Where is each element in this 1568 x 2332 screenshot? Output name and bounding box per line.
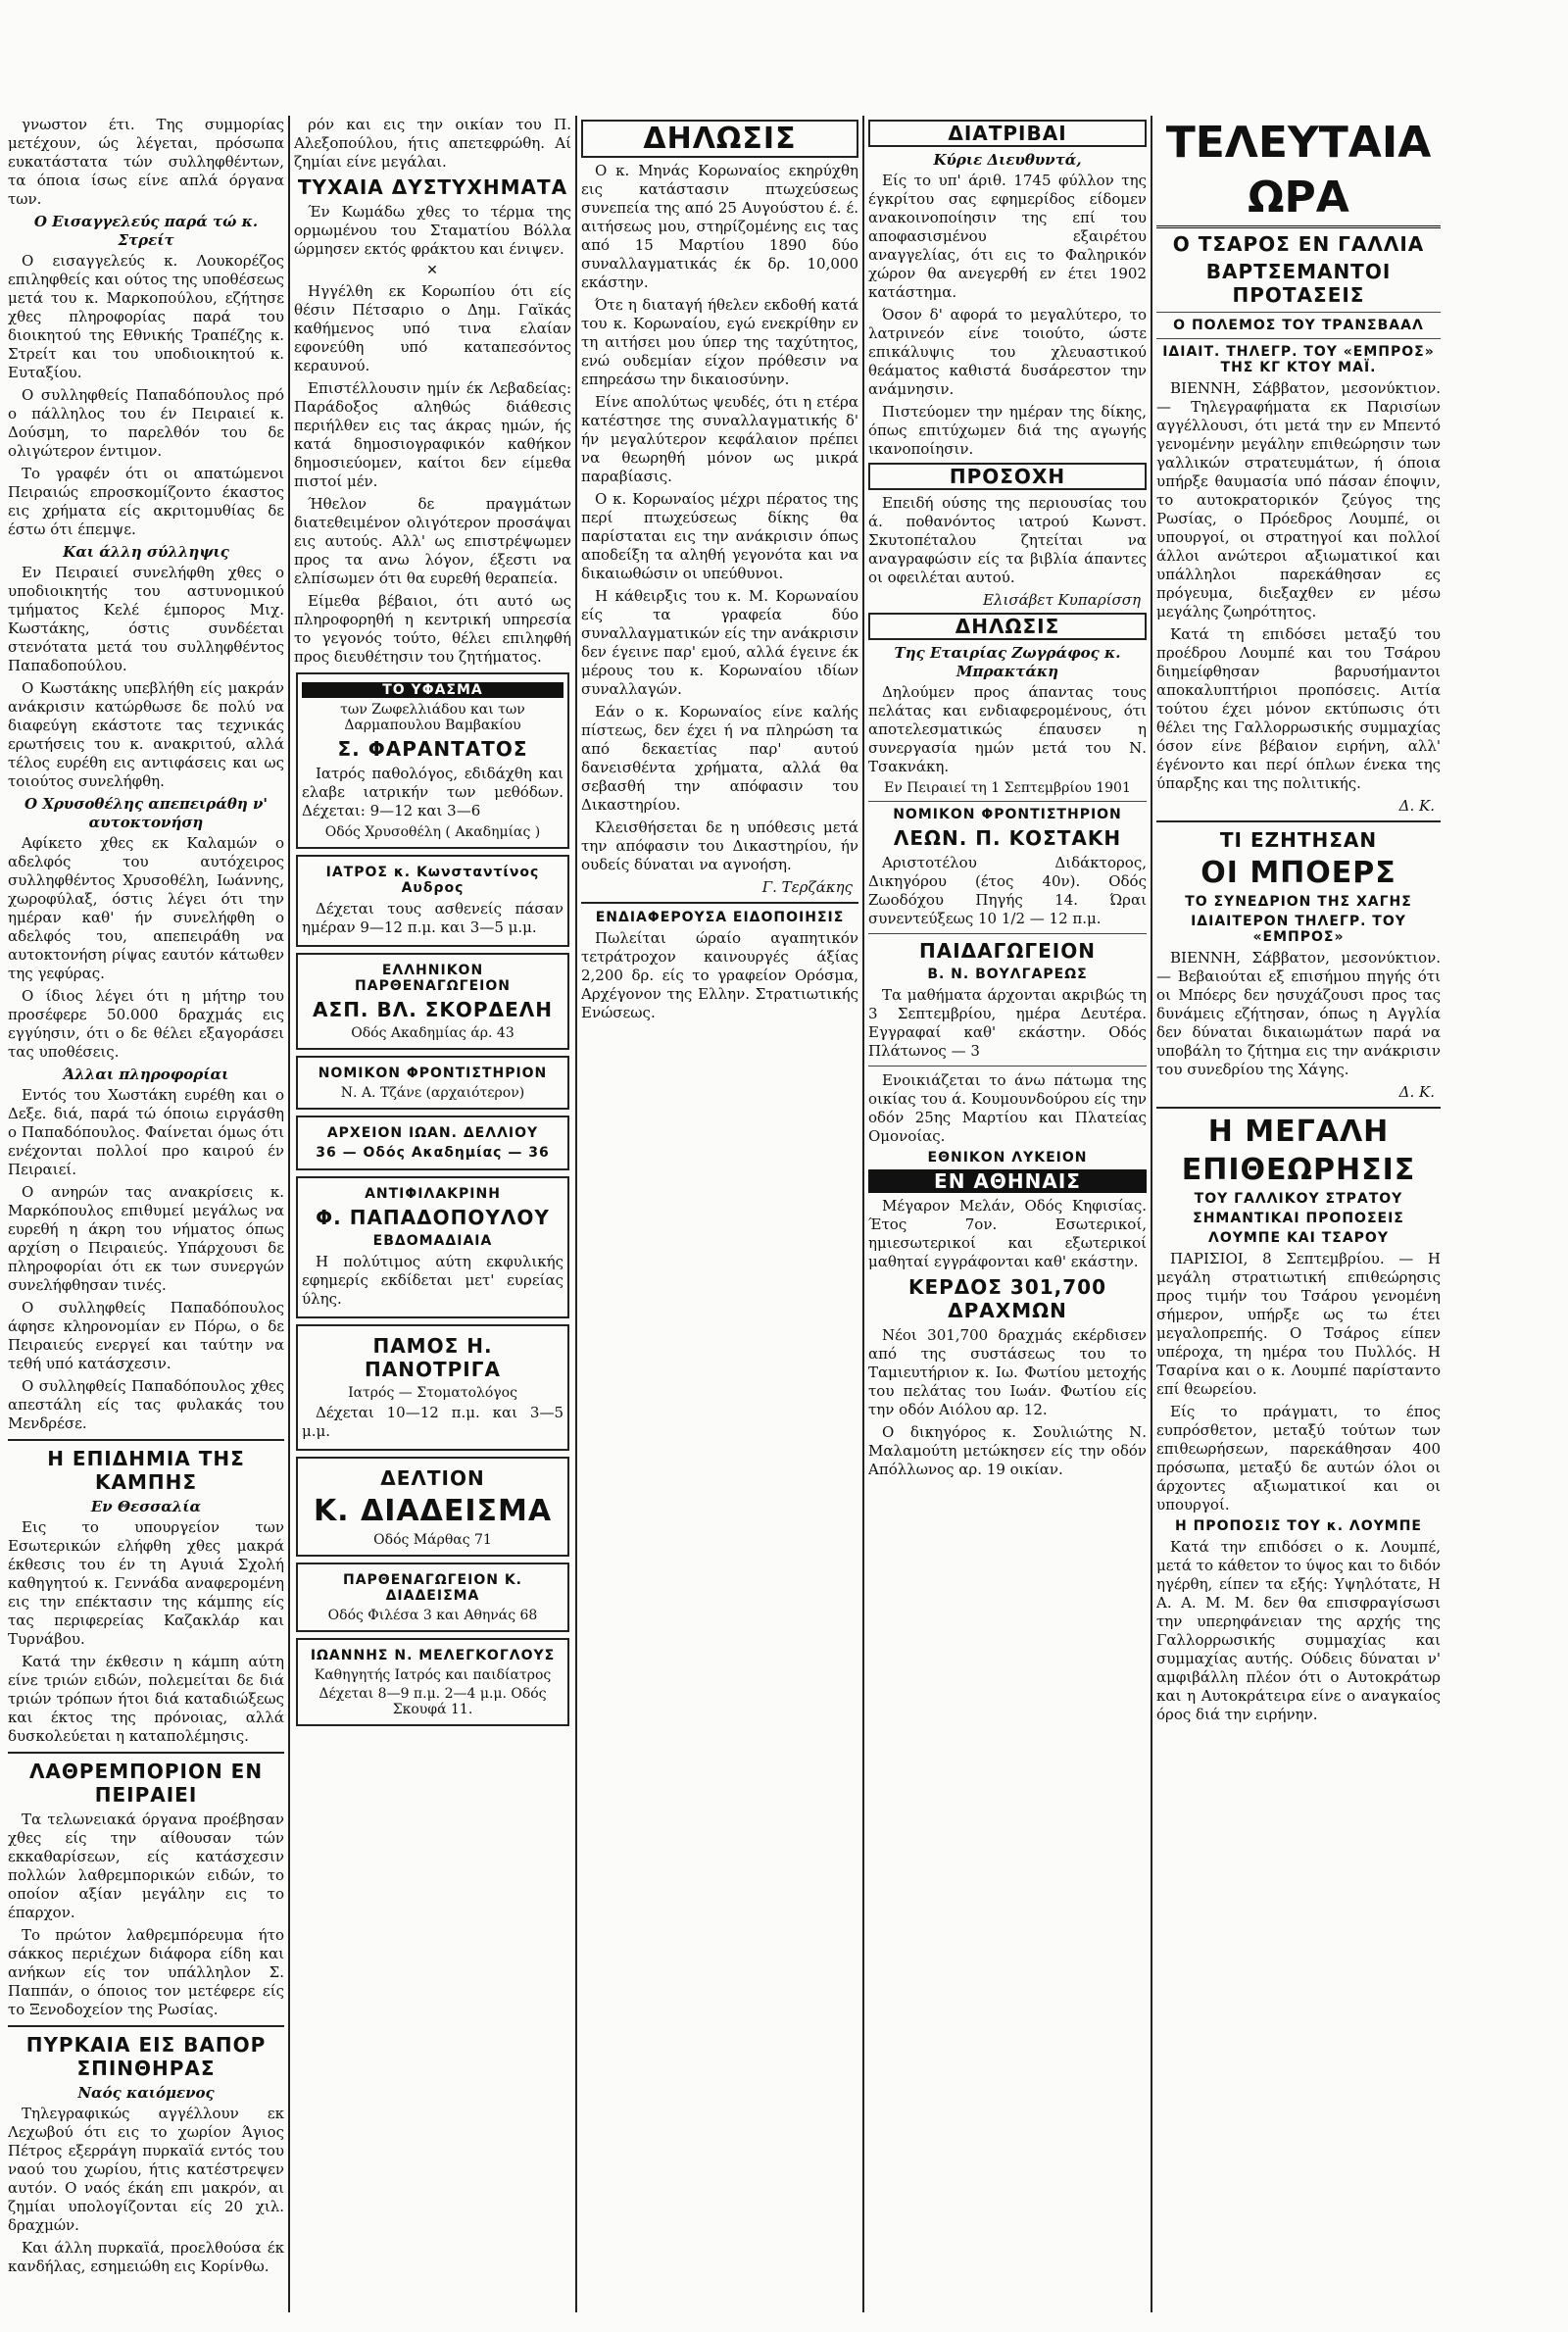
col1-text-6: Ο Κωστάκης υπεβλήθη είς μακράν ανάκρισιν κατώρθωσε δε πολύ να διαφεύγη εκάστοτε τας τεχνικάς ερωτήσεις του κ. ανακριτού, αλλά τέλος ευρέθη εις αντιφάσεις και ως τοιούτος συνελήφθη. bbox=[8, 679, 284, 790]
col4-school-name: Β. Ν. ΒΟΥΛΓΑΡΕΩΣ bbox=[927, 967, 1088, 982]
col3-text-1: Ο κ. Μηνάς Κορωναίος εκηρύχθη εις κατάστασιν πτωχεύσεως συνεπεία της από 25 Αυγούστου έ. έ. αιτήσεως μου, στηρίζομένης εις τας από 15 Μαρτίου 1890 δύο συναλλαγματικάς έκ δρ. 10,000 εκάστην. bbox=[581, 162, 858, 291]
col1-text-18: Και άλλη πυρκαϊά, προελθούσα έκ κανδήλας, εσημειώθη εις Κορίνθω. bbox=[8, 2239, 284, 2275]
col1-text-4: Το γραφέν ότι οι απατώμενοι Πειραιώς επροσκομίζοντο έκαστος εις χρήματα είς ακριτομυθίας δε έστω ότι έπεμψε. bbox=[8, 465, 284, 538]
ad-girls-school-2 bbox=[296, 1563, 569, 1632]
col4-text-6: Αριστοτέλου Διδάκτορος, Δικηγόρου (έτος 40ν). Οδός Ζωοδόχου Πηγής 14. Ώραι συνεντεύξεως 10 1/2 — 12 π.μ. bbox=[868, 854, 1147, 927]
col5-headline-transvaal: Ο ΠΟΛΕΜΟΣ ΤΟΥ ΤΡΑΝΣΒΑΑΛ bbox=[1173, 318, 1424, 333]
ad-newspaper-subtitle: ΕΒΔΟΜΑΔΙΑΙΑ bbox=[372, 1233, 493, 1249]
divider bbox=[581, 902, 858, 904]
col4-subhead-company: Της Εταιρίας Ζωγράφος κ. Μπρακτάκη bbox=[894, 644, 1121, 680]
col2-text-5: Ήθελον δε πραγμάτων διατεθειμένον ολιγότερον προσάψαι εις αυτούς. Αλλ' ως επιστρέψωμεν προς τα ανω λόγον, έξεστι να ελπίσωμεν ότι θα ευρεθή θεραπεία. bbox=[294, 495, 571, 587]
ad-newspaper bbox=[296, 1176, 569, 1318]
col2-text-3: Ηγγέλθη εκ Κορωπίου ότι είς θέσιν Πέτσαριο ο Δημ. Γαϊκάς καθήμενος υπό τινα ελαίαν εφονεύθη υπό καταπεσόντος κεραυνού. bbox=[294, 282, 571, 374]
divider bbox=[1156, 338, 1441, 339]
col5-headline-tsar: Ο ΤΣΑΡΟΣ ΕΝ ΓΑΛΛΙΑ bbox=[1172, 232, 1425, 256]
ad-doctor-text: Δέχεται τους ασθενείς πάσαν ημέραν 9—12 π.μ. και 3—5 μ.μ. bbox=[302, 900, 564, 936]
divider bbox=[8, 2025, 284, 2027]
col1-text-15: Τα τελωνειακά όργανα προέβησαν χθες είς την αίθουσαν τών εκκαθαρίσεων, είς κατάσχεσιν πολλών λαθρεμπορικών ειδών, το οποίον αξίαν μεγάλην εις το έπαρχον. bbox=[8, 1811, 284, 1921]
ad-fabric-subtitle: των Ζωφελλιάδου και των Δαρμαπουλου Βαμβακίου bbox=[340, 702, 525, 733]
ad-archive-address: 36 — Οδός Ακαδημίας — 36 bbox=[316, 1145, 550, 1161]
col4-text-7: Τα μαθήματα άρχονται ακριβώς τη 3 Σεπτεμβρίου, ημέρα Δευτέρα. Εγγραφαί καθ' εκάστην. Οδός Πλάτωνος — 3 bbox=[868, 986, 1147, 1060]
col5-text-5: Είς το πράγματι, το έπος ευπρόσθετον, μεταξύ τούτων των επιθεωρήσεων, παρεκάθησαν 400 πρόσωπα, μεταξύ δε αυτών όλοι οι άρχοντες αξιωματικοί και οι υπουργοί. bbox=[1156, 1403, 1441, 1513]
ad-newspaper-title: ΑΝΤΙΦΙΛΑΚΡΙΝΗ bbox=[365, 1186, 501, 1202]
col1-text-12: Ο συλληφθείς Παπαδόπουλος χθες απεστάλη είς τας φυλακάς του Μενδρέσε. bbox=[8, 1377, 284, 1432]
col4-headline-school: ΠΑΙΔΑΓΩΓΕΙΟΝ bbox=[919, 939, 1096, 963]
col2-text-6: Είμεθα βέβαιοι, ότι αυτό ως πληροφορηθή η κεντρική υπηρεσία το γεγονός τούτο, θέλει επιληφθή προς διευθέτησιν του ζητήματος. bbox=[294, 592, 571, 666]
column-4 bbox=[868, 116, 1147, 2312]
col1-text-13: Εις το υπουργείον των Εσωτερικών ελήφθη χθες μακρά έκθεσις του έν τη Αγυιά Σχολή καθηγητού κ. Γεννάδα αναφερομένη εις την επέκτασιν της κάμπης είς τας περιφερείας Καζακλάρ και Τυρνάβου. bbox=[8, 1518, 284, 1648]
col5-headline-toasts: ΒΑΡΤΣΕΜΑΝΤΟΙ ΠΡΟΤΑΣΕΙΣ bbox=[1205, 260, 1392, 307]
ad-bulletin-address: Οδός Μάρθας 71 bbox=[373, 1532, 492, 1548]
col3-text-2: Ότε η διαταγή ήθελεν εκδοθή κατά του κ. Κορωναίου, εγώ ενεκρίθην εν τη αιτήσει μου ύπερ της ταχύτητος, ενώ ουδεμίαν είχον πρόθεσιν να επηρεάσω την δικαιοσύνην. bbox=[581, 296, 858, 388]
col4-text-11: Ο δικηγόρος κ. Σουλιώτης Ν. Μαλαμούτη μετώκησεν είς την οδόν Απόλλωνος αρ. 19 οικίαν. bbox=[868, 1423, 1147, 1478]
col1-text-14: Κατά την έκθεσιν η κάμπη αύτη είνε τριών ειδών, πολεμείται δε διά τριών τρόπων ήτοι διά καταδιώξεως και έκτος της πρόνοιας, αλλά δυσκολεύεται η καταπολέμησις. bbox=[8, 1653, 284, 1745]
col4-text-10: Νέοι 301,700 δραχμάς εκέρδισεν από της συστάσεως του το Ταμιευτήριον κ. Ιω. Φωτίου μετοχής του πελάτας του Ιωάν. Φωτίου είς την οδόν Αιόλου αρ. 12. bbox=[868, 1326, 1147, 1418]
ad-physician-name: ΙΩΑΝΝΗΣ Ν. ΜΕΛΕΓΚΟΓΛΟΥΣ bbox=[310, 1648, 556, 1663]
column-rule bbox=[1151, 116, 1152, 2312]
ad-farantatos-name: Σ. ΦΑΡΑΝΤΑΤΟΣ bbox=[337, 737, 528, 761]
col4-salutation: Κύριε Διευθυντά, bbox=[933, 151, 1082, 169]
col1-headline-fire: ΠΥΡΚΑΙΑ ΕΙΣ ΒΑΠΟΡ ΣΠΙΝΘΗΡΑΣ bbox=[25, 2033, 267, 2080]
ad-newspaper-text: Η πολύτιμος αύτη εκφυλικής εφημερίς εκδίδεται μετ' ευρείας ύλης. bbox=[302, 1253, 564, 1308]
ad-bulletin-name: Κ. ΔΙΑΔΕΙΣΜΑ bbox=[313, 1494, 553, 1528]
col4-law-name: ΛΕΩΝ. Π. ΚΟΣΤΑΚΗ bbox=[893, 826, 1122, 850]
col5-headline-loubet-toast: Η ΠΡΟΠΟΣΙΣ ΤΟΥ κ. ΛΟΥΜΠΕ bbox=[1175, 1518, 1422, 1534]
col4-text-5: Δηλούμεν προς άπαντας τους πελάτας και ενδιαφερομένους, ότι αποτελεσματικώς έπαυσεν η συνεργασία ημών μετά του Ν. Τσακνάκη. bbox=[868, 683, 1147, 775]
ad-farantatos-address: Οδός Χρυσοθέλη ( Ακαδημίας ) bbox=[324, 824, 541, 840]
col1-subhead-4: Άλλαι πληροφορίαι bbox=[63, 1066, 229, 1083]
col1-text-17: Τηλεγραφικώς αγγέλλουν εκ Λεχωβού ότι εις το χωρίον Άγιος Πέτρος εξερράγη πυρκαϊά εντός του ναού του χωρίου, ήτις κατέστρεψεν αυτόν. Ο ναός έκάη επι μακρόν, αι ζημίαι υπολογίζονται είς 20 χιλ. δραχμών. bbox=[8, 2105, 284, 2234]
col3-text-4: Ο κ. Κορωναίος μέχρι πέρατος της περί πτωχεύσεως δίκης θα παρίσταται εις την ανάκρισιν όπως αποδείξη τα αληθή γεγονότα και να δικαιωθώσιν οι υπεύθυνοι. bbox=[581, 490, 858, 582]
column-rule bbox=[288, 116, 290, 2312]
ad-bulletin bbox=[296, 1457, 569, 1557]
divider bbox=[868, 801, 1147, 802]
col2-text-2: Έν Κωμάδω χθες το τέρμα της ορμωμένου του Σταματίου Βόλλα ώρμησεν εκτός φράκτου και ένιψεν. bbox=[294, 203, 571, 258]
col4-signature-1: Ελισάβετ Κυπαρίσση bbox=[983, 591, 1141, 609]
col1-subhead-2: Και άλλη σύλληψις bbox=[63, 543, 229, 561]
col3-signature: Γ. Τερζάκης bbox=[761, 878, 853, 896]
col3-text-7: Κλεισθήσεται δε η υπόθεσις μετά την απόφασιν του Δικαστηρίου, ήν ουδείς δύναται να αγνοήση. bbox=[581, 819, 858, 873]
col3-text-6: Εάν ο κ. Κορωναίος είνε καλής πίστεως, δεν έχει ή να πληρώση τα από δεκαετίας παρ' αυτού δανεισθέντα χρήματα, αλλά θα σεβασθή την απόφασιν του Δικαστηρίου. bbox=[581, 703, 858, 814]
ad-physician-text: Δέχεται 8—9 π.μ. 2—4 μ.μ. Οδός Σκουφά 11. bbox=[318, 1686, 547, 1717]
col5-text-6: Κατά την επιδόσει ο κ. Λουμπέ, μετά το κάθετον το ύψος και το διδόν ηγέρθη, είπεν τα εξής: Υψηλότατε, Η Α. Α. Μ. Μ. δεν θα επισφραγίσωσι την υπερηφάνειαν της αρχής της Γαλλορρωσικής συμμαχίας και συμμαχίας αυτής. Ούδεις δύναται ν' αμφιβάλλη πλέον ότι ο Αυτοκράτωρ και η Αυτοκράτειρα είνε ο αναγκαίος όρος διά την ειρήνην. bbox=[1156, 1538, 1441, 1723]
col1-headline-kampis: Η ΕΠΙΔΗΜΙΑ ΤΗΣ ΚΑΜΠΗΣ bbox=[47, 1447, 245, 1494]
col2-text-4: Επιστέλλουσιν ημίν έκ Λεβαδείας: Παράδοξος αληθώς διάθεσις περιήλθεν εις τας άκρας ημών, ής κατά δημοσιογραφικόν καθήκον δημοσιεύομεν, καίτοι δεν είμεθα πιστοί μέν. bbox=[294, 379, 571, 490]
column-rule bbox=[862, 116, 864, 2312]
col2-text-1: ρόν και εις την οικίαν του Π. Αλεξοπούλου, ήτις απετεφρώθη. Αί ζημίαι είνε μεγάλαι. bbox=[294, 116, 571, 171]
ad-doctor-name: ΙΑΤΡΟΣ κ. Κωνσταντίνος Αυδρος bbox=[325, 865, 540, 896]
ad-dentist-text: Δέχεται 10—12 π.μ. και 3—5 μ.μ. bbox=[302, 1404, 564, 1440]
ad-dentist-name: ΠΑΜΟΣ Η. ΠΑΝΟΤΡΙΓΑ bbox=[365, 1334, 501, 1381]
col4-text-1: Είς το υπ' άριθ. 1745 φύλλον της έγκρίτου σας εφημερίδος είδομεν ανακοινοποίησιν της επί του αποφασισμένου εξαιρέτου αναγγελίας, ότι εις το Φαληρικόν χώρον θα ανεγερθή εν έτει 1902 κατάστημα. bbox=[868, 172, 1147, 301]
ad-law-tutor bbox=[296, 1056, 569, 1110]
col5-headline-hague: ΤΟ ΣΥΝΕΔΡΙΟΝ ΤΗΣ ΧΑΓΗΣ bbox=[1185, 894, 1412, 910]
col1-subhead-6: Ναός καιόμενος bbox=[77, 2084, 215, 2102]
ad-newspaper-name: Φ. ΠΑΠΑΔΟΠΟΥΛΟΥ bbox=[316, 1206, 550, 1229]
col5-text-2: Κατά τη επιδόσει μεταξύ του προέδρου Λουμπέ και του Τσάρου διημείφθησαν βαρυσήμαντοι αποκαλυπτήριοι προπόσεις. Αιτία τούτου έχει μόνον εκτύπωσις ότι θέλει της Γαλλορρωσικής συμμαχίας όσον είνε βέβαιον ειρήνη, αλλ' έγένοντο και περί όπλων ένεκα της ύπαρξης και της πολιτικής. bbox=[1156, 625, 1441, 792]
col4-headline-attention: ΠΡΟΣΟΧΗ bbox=[868, 463, 1147, 490]
col1-text-9: Εντός του Χωστάκη ευρέθη και ο Δεξε. διά, παρά τώ όποιω ειργάσθη ο Παπαδόπουλος. Φαίνεται όμως ότι ενέχονται πολλοί προ καιρού έν Πειραιεί. bbox=[8, 1086, 284, 1178]
col4-text-9: Μέγαρον Μελάν, Οδός Κηφισίας. Έτος 7ον. Εσωτερικοί, ημιεσωτερικοί και εξωτερικοί μαθηταί εγγράφονται καθ' εκάστην. bbox=[868, 1197, 1147, 1270]
ad-farantatos-text: Ιατρός παθολόγος, εδιδάχθη και ελαβε ιατρικήν των μεθόδων. Δέχεται: 9—12 και 3—6 bbox=[302, 765, 564, 819]
col4-headline-lyceum: ΕΘΝΙΚΟΝ ΛΥΚΕΙΟΝ bbox=[927, 1150, 1088, 1166]
col4-text-4: Επειδή ούσης της περιουσίας του ά. ποθανόντος ιατρού Κωνστ. Σκυτοπέταλου ζητείται να αναγραφώσιν είς τα βιβλία άπαντες οι οφειλέται αυτού. bbox=[868, 494, 1147, 586]
col4-headline-diatrivai: ΔΙΑΤΡΙΒΑΙ bbox=[868, 120, 1147, 147]
col4-text-2: Όσον δ' αφορά το μεγαλύτερο, το λατρινεόν είνε τοιούτο, ώστε επικάλυψις του χλευαστικού θεάματος καθιστά δυσάρεστον την ανάμνησιν. bbox=[868, 306, 1147, 398]
col4-headline-law: ΝΟΜΙΚΟΝ ΦΡΟΝΤΙΣΤΗΡΙΟΝ bbox=[893, 807, 1122, 822]
col5-text-4: ΠΑΡΙΣΙΟΙ, 8 Σεπτεμβρίου. — Η μεγάλη στρατιωτική επιθεώρησις προς τιμήν του Τσάρου γενομένη σήμερον, υπήρξε ως τω έτει μεγαλοπρεπής. Ο Τσάρος είπεν υπέροχα, τη ημέρα του Πυλλός. Η Τσαρίνα και ο κ. Λουμπέ παρίσταντο επί θεωρείου. bbox=[1156, 1250, 1441, 1398]
col5-telegram-line-2: ΙΔΙΑΙΤΕΡΟΝ ΤΗΛΕΓΡ. ΤΟΥ «ΕΜΠΡΟΣ» bbox=[1191, 914, 1406, 945]
col5-signature-1: Δ. Κ. bbox=[1398, 797, 1435, 815]
divider bbox=[1156, 1107, 1441, 1109]
col1-text-10: Ο ανηρών τας ανακρίσεις κ. Μαρκόπουλος επιθυμεί μεγάλως να ευρεθή η άκρη του νήματος όπως αρχίση ο Πειραιεύς. Υπάρχουσι δε πληροφορίαι ότι εκ των συνεργών συνελήφθησαν τινές. bbox=[8, 1183, 284, 1294]
col1-text-1: γνωστον έτι. Της συμμορίας μετέχουν, ώς λέγεται, πρόσωπα ευκατάστατα τών συλληφθέντων, τα όποια ίσως είνε απλά όργανα των. bbox=[8, 116, 284, 208]
divider bbox=[1156, 312, 1441, 313]
ad-physician bbox=[296, 1638, 569, 1726]
divider bbox=[8, 1752, 284, 1754]
col4-headline-declaration: ΔΗΛΩΣΙΣ bbox=[868, 613, 1147, 640]
col1-subhead-1: Ο Εισαγγελεύς παρά τώ κ. Στρείτ bbox=[33, 213, 259, 249]
col3-text-5: Η κάθειρξις του κ. Μ. Κορωναίου είς τα γραφεία δύο συναλλαγματικών είς την ανάκρισιν δεν έγεινε παρ' εμού, αλλά έγεινε έκ μέρους του κ. Κορωναίου ιδίων συναλλαγών. bbox=[581, 587, 858, 698]
ad-physician-subtitle: Καθηγητής Ιατρός και παιδίατρος bbox=[314, 1667, 552, 1683]
ad-girls-school-title: ΕΛΛΗΝΙΚΟΝ ΠΑΡΘΕΝΑΓΩΓΕΙΟΝ bbox=[355, 963, 511, 994]
col2-headline-accidents: ΤΥΧΑΙΑ ΔΥΣΤΥΧΗΜΑΤΑ bbox=[297, 175, 568, 199]
col5-headline-army: ΤΟΥ ΓΑΛΛΙΚΟΥ ΣΤΡΑΤΟΥ bbox=[1194, 1191, 1403, 1207]
ad-dentist-subtitle: Ιατρός — Στοματολόγος bbox=[348, 1385, 517, 1401]
ad-dentist bbox=[296, 1324, 569, 1451]
column-3 bbox=[581, 116, 858, 2312]
column-rule bbox=[575, 116, 577, 2312]
col4-text-8: Ενοικιάζεται το άνω πάτωμα της οικίας του ά. Κουμουνδούρου είς την οδόν 25ης Μαρτίου και Πλατείας Ομονοίας. bbox=[868, 1071, 1147, 1145]
ad-law-tutor-name: Ν. Α. Τζάνε (αρχαιότερον) bbox=[340, 1085, 525, 1101]
col1-text-3: Ο συλληφθείς Παπαδόπουλος πρό ο πάλληλος του έν Πειραιεί κ. Δούσμη, το παρελθόν του δε ολιγώτερον έντιμον. bbox=[8, 386, 284, 460]
column-1 bbox=[8, 116, 284, 2312]
col5-headline-boers: ΟΙ ΜΠΟΕΡΣ bbox=[1200, 856, 1396, 890]
col4-headline-profit: ΚΕΡΔΟΣ 301,700 ΔΡΑΧΜΩΝ bbox=[907, 1275, 1107, 1322]
col3-headline-notice: ΕΝΔΙΑΦΕΡΟΥΣΑ ΕΙΔΟΠΟΙΗΣΙΣ bbox=[595, 910, 845, 925]
ad-law-tutor-title: ΝΟΜΙΚΟΝ ΦΡΟΝΤΙΣΤΗΡΙΟΝ bbox=[318, 1066, 548, 1081]
ad-fabric bbox=[296, 672, 569, 849]
ad-girls-school bbox=[296, 953, 569, 1050]
ad-girls-school-name: ΑΣΠ. ΒΛ. ΣΚΟΡΔΕΛΗ bbox=[313, 998, 553, 1021]
col1-text-16: Το πρώτον λαθρεμπόρευμα ήτο σάκκος περιέχων διάφορα είδη και ανήκων είς τον υπάλληλον Σ. Παππάν, ο όποιος τον μετέφερε είς το Ξενοδοχείον της Ρωσίας. bbox=[8, 1926, 284, 2018]
ad-girls-school-2-address: Οδός Φιλέσα 3 και Αθηνάς 68 bbox=[327, 1608, 538, 1623]
col5-text-3: ΒΙΕΝΝΗ, Σάββατον, μεσονύκτιον. — Βεβαιούται εξ επισήμου πηγής ότι οι Μπόερς δεν ησυχάζουσι προς τας δυνάμεις εζήτησαν, όπως η Αγγλία δεν δύναται δικαιωμάτων παρά να υποβάλη το ζήτημα εις την ανάκρισιν του συνεδρίου της Χάγης. bbox=[1156, 949, 1441, 1078]
col3-text-8: Πωλείται ώραίο αγαπητικόν τετράτροχον καινουργές άξίας 2,200 δρ. είς το γραφείον Ορόσμα, Αρχέγονον της Ελλην. Στρατιωτικής Ενώσεως. bbox=[581, 929, 858, 1021]
col4-text-3: Πιστεύομεν την ημέραν της δίκης, όπως επιτύχωμεν διά της αγωγής ικανοποίησιν. bbox=[868, 403, 1147, 458]
col5-text-1: ΒΙΕΝΝΗ, Σάββατον, μεσονύκτιον. — Τηλεγραφήματα εκ Παρισίων αγγέλλουσι, ότι μετά την εν Μπεντό γενομένην μεγάλην επιθεώρησιν των γαλλικών στρατευμάτων, ή όποια υπήρξε θαυμασία υπό πάσαν έποψιν, το αυτοκρατορικόν ζεύγος της Ρωσίας, ο Πρόεδρος Λουμπέ, οι υπουργοί, οι στρατηγοί και πολλοί άλλοι ανώτεροι αξιωματικοί και υπάλληλοι παρεκάθησαν ες πρόγευμα, διεξαχθεν εν μέσω μεγάλης ζωηρότητος. bbox=[1156, 379, 1441, 620]
col1-text-2: Ο εισαγγελεύς κ. Λουκορέζος επιληφθείς και ούτος της υποθέσεως μετά του κ. Μαρκοπούλου, εζήτησε χθες πληροφορίας παρά του διοικητού της Εθνικής Τραπέζης κ. Στρείτ και του υποδιοικητού κ. Ευταξίου. bbox=[8, 252, 284, 381]
col4-date: Εν Πειραιεί τη 1 Σεπτεμβρίου 1901 bbox=[884, 780, 1131, 796]
col1-text-8: Ο ίδιος λέγει ότι η μήτηρ του προσέφερε 50.000 δραχμάς εις εγγύησιν, ότι ο δε θέλει εξαγοράσει τας υποθέσεις. bbox=[8, 987, 284, 1061]
divider bbox=[8, 1439, 284, 1441]
divider bbox=[1156, 820, 1441, 822]
ad-archive-title: ΑΡΧΕΙΟΝ ΙΩΑΝ. ΔΕΛΛΙΟΥ bbox=[326, 1125, 539, 1141]
divider bbox=[868, 933, 1147, 934]
ad-girls-school-address: Οδός Ακαδημίας άρ. 43 bbox=[351, 1025, 514, 1041]
col3-text-3: Είνε απολύτως ψευδές, ότι η ετέρα κατέστησε της συναλλαγματικής δ' ήν μεγαλύτερον κεφάλαιον πρέπει να θεωρηθή μόνον ως μικρά παραβίασις. bbox=[581, 393, 858, 485]
ad-bulletin-title: ΔΕΛΤΙΟΝ bbox=[380, 1466, 485, 1490]
col5-signature-2: Δ. Κ. bbox=[1398, 1083, 1435, 1101]
col5-headline-asked: ΤΙ ΕΖΗΤΗΣΑΝ bbox=[1219, 828, 1378, 852]
col4-lyceum-place: ΕΝ ΑΘΗΝΑΙΣ bbox=[868, 1169, 1147, 1193]
col3-headline-declaration: ΔΗΛΩΣΙΣ bbox=[581, 120, 858, 158]
ad-fabric-title: ΤΟ ΥΦΑΣΜΑ bbox=[302, 682, 564, 698]
ad-girls-school-2-title: ΠΑΡΘΕΝΑΓΩΓΕΙΟΝ Κ. ΔΙΑΔΕΙΣΜΑ bbox=[342, 1572, 522, 1604]
col5-headline-loubet: ΛΟΥΜΠΕ ΚΑΙ ΤΣΑΡΟΥ bbox=[1208, 1230, 1389, 1246]
col5-headline-great: Η ΜΕΓΑΛΗ bbox=[1207, 1115, 1390, 1149]
last-hour-banner: ΤΕΛΕΥΤΑΙΑ ΩΡΑ bbox=[1156, 116, 1441, 228]
col1-subhead-3: Ο Χρυσοθέλης απεπειράθη ν' αυτοκτονήση bbox=[24, 795, 268, 831]
column-2 bbox=[294, 116, 571, 2312]
col1-headline-smuggling: ΛΑΘΡΕΜΠΟΡΙΟΝ ΕΝ ΠΕΙΡΑΙΕΙ bbox=[28, 1760, 264, 1807]
divider bbox=[868, 1066, 1147, 1067]
separator-mark: ✕ bbox=[426, 263, 439, 278]
col5-headline-review: ΕΠΙΘΕΩΡΗΣΙΣ bbox=[1181, 1153, 1416, 1187]
col5-headline-toasts-2: ΣΗΜΑΝΤΙΚΑΙ ΠΡΟΠΟΣΕΙΣ bbox=[1193, 1211, 1404, 1226]
col5-telegram-line: ΙΔΙΑΙΤ. ΤΗΛΕΓΡ. ΤΟΥ «ΕΜΠΡΟΣ» ΤΗΣ ΚΓ ΚΤΟΥ ΜΑΪ. bbox=[1162, 344, 1435, 375]
ad-archive bbox=[296, 1116, 569, 1170]
ad-doctor bbox=[296, 855, 569, 947]
col1-text-5: Εν Πειραιεί συνελήφθη χθες ο υποδιοικητής του αστυνομικού τμήματος Κελέ έμπορος Μιχ. Κωστάκης, όστις συνδέεται στενότατα μετά του συλληφθέντος Παπαδοπούλου. bbox=[8, 564, 284, 674]
col1-subhead-5: Εν Θεσσαλία bbox=[90, 1498, 202, 1515]
col1-text-11: Ο συλληφθείς Παπαδόπουλος άφησε κληρονομίαν εν Πόρω, ο δε Πειραιεύς ενεργεί και ταύτην να τεθή υπό κατάσχεσιν. bbox=[8, 1299, 284, 1372]
col1-text-7: Αφίκετο χθες εκ Καλαμών ο αδελφός του αυτόχειρος συλληφθέντος Χρυσοθέλη, Ιωάννης, χωροφύλαξ, όστις λέγει ότι την ημέραν καθ' ήν συνελήφθη ο αδελφός του, απεπειράθη να αυτοκτονήση ρίψας εαυτόν κάτωθεν της γεφύρας. bbox=[8, 834, 284, 982]
column-5 bbox=[1156, 116, 1441, 2312]
